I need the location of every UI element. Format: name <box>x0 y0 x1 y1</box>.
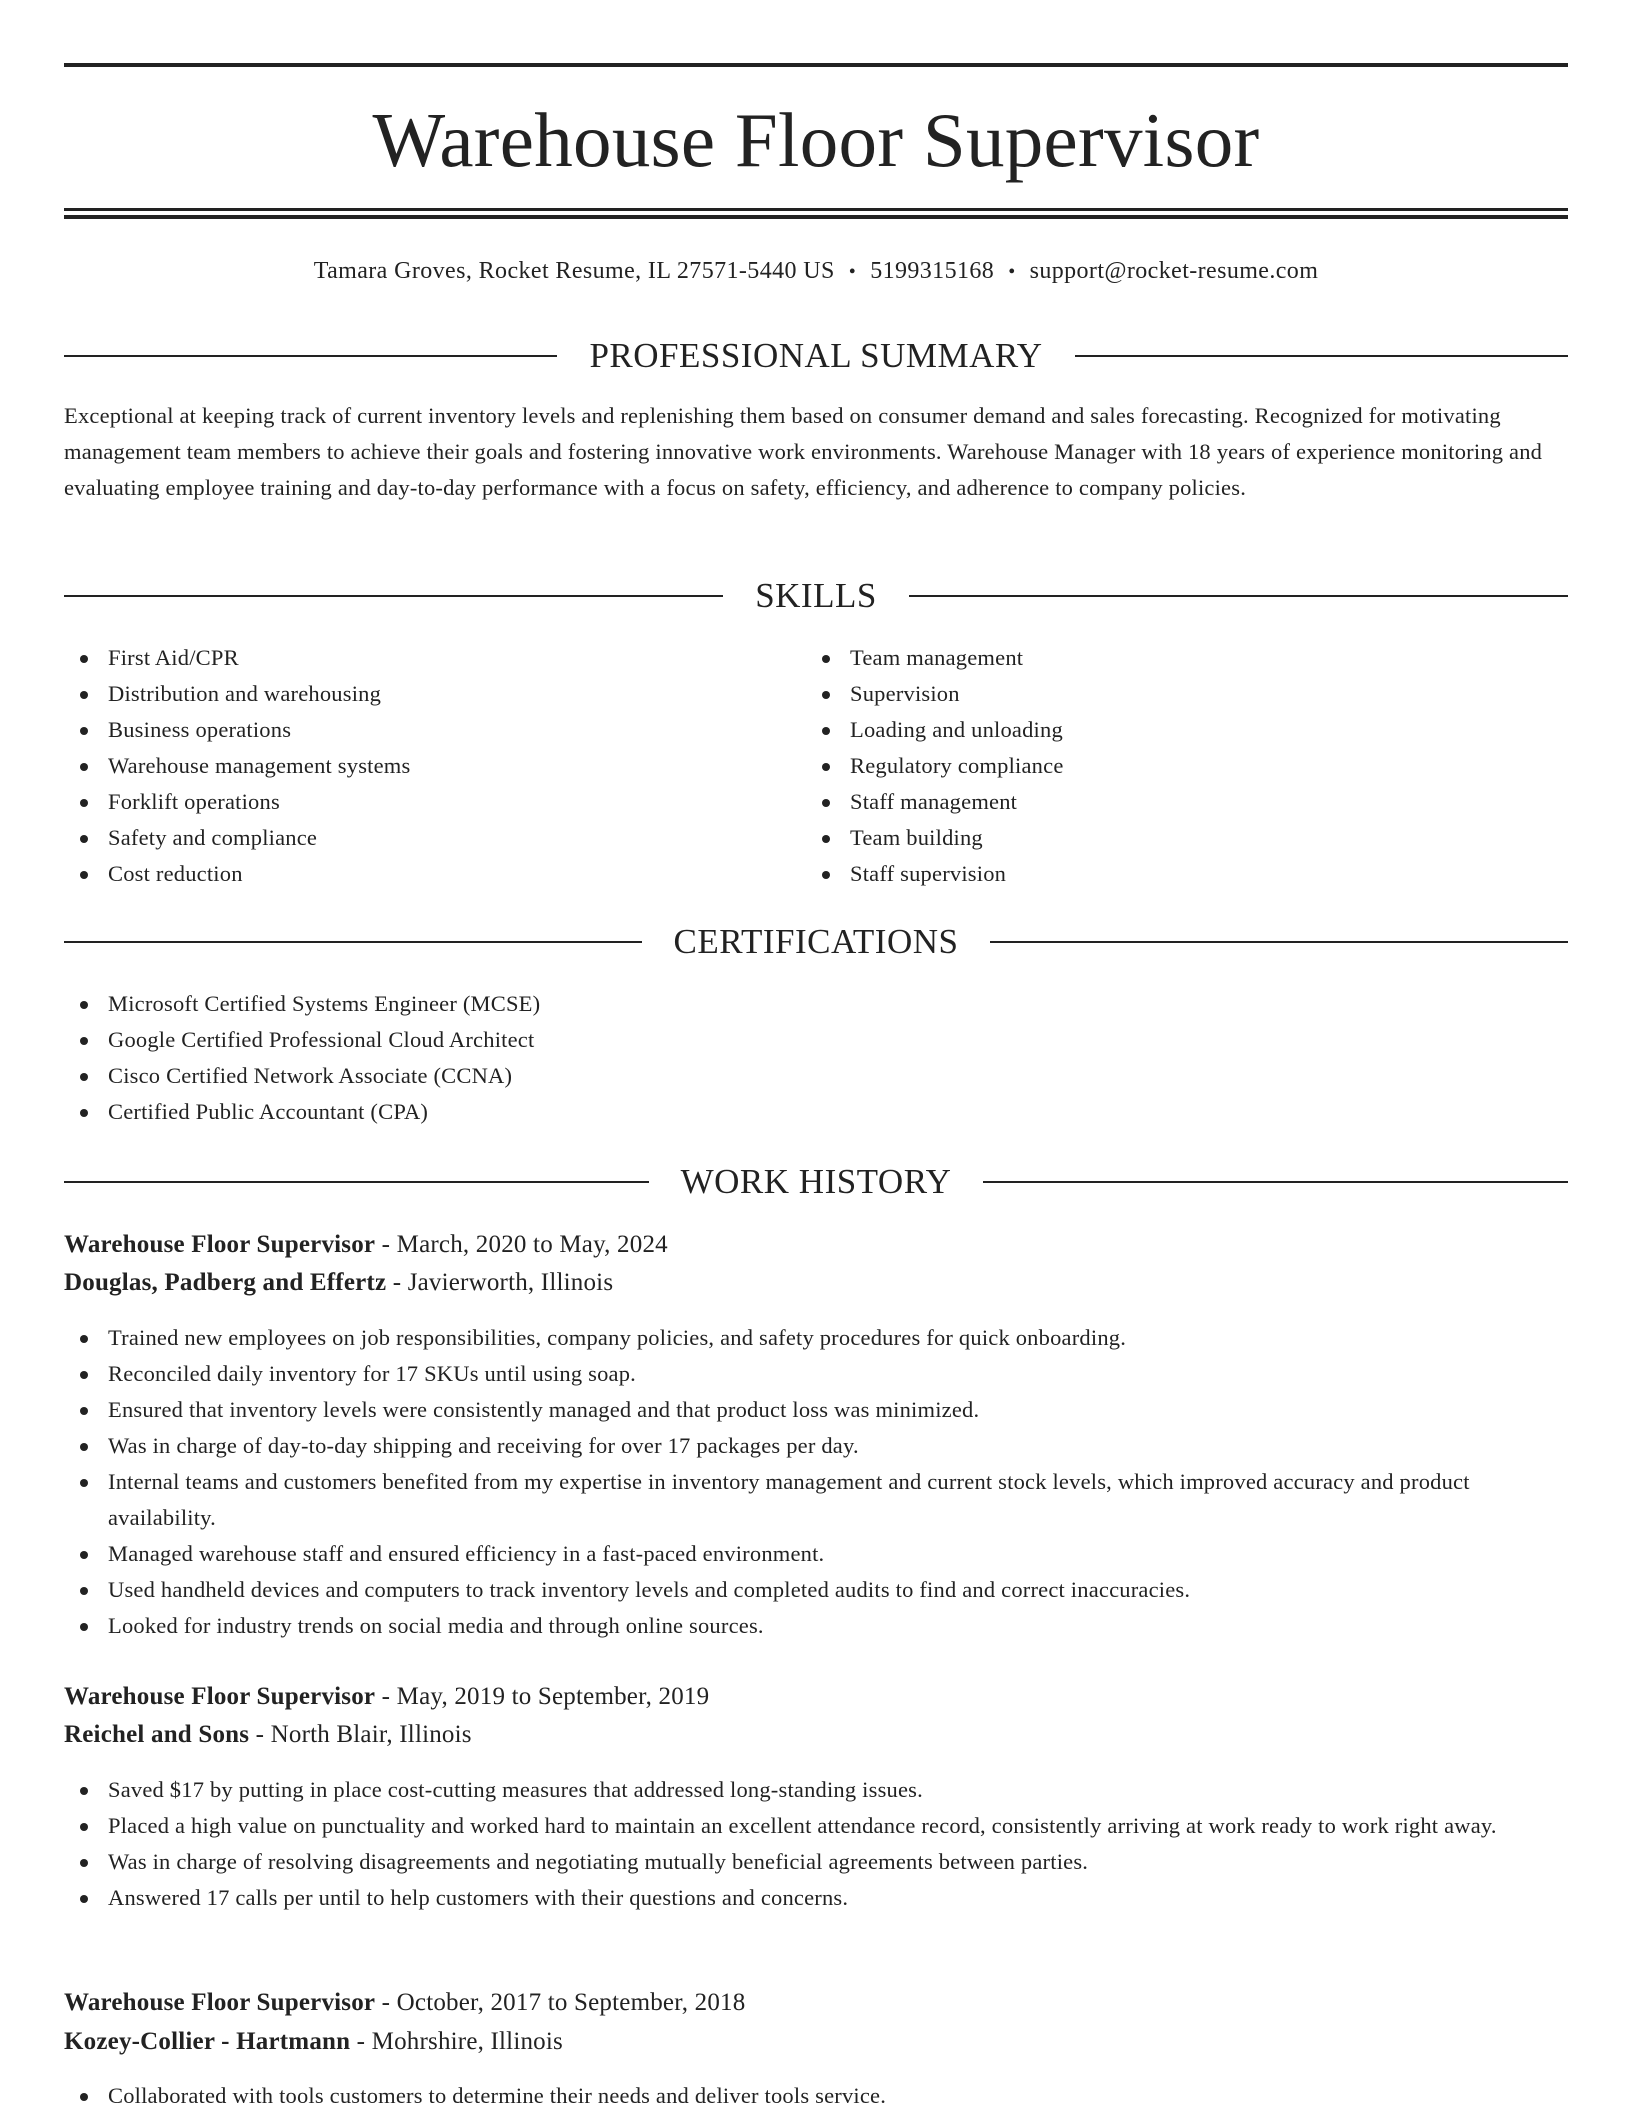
heading-rule <box>64 941 642 943</box>
job-bullets <box>64 1320 1568 1644</box>
title-rule-lower <box>64 215 1568 219</box>
job-company: Douglas, Padberg and Effertz <box>64 1269 387 1296</box>
job-bullet: Looked for industry trends on social media and through online sources. <box>64 1608 1568 1644</box>
skill-item: Staff management <box>806 784 1568 820</box>
job-location: - Javierworth, Illinois <box>386 1269 614 1296</box>
job-bullet: Was in charge of resolving disagreements and negotiating mutually beneficial agreements between parties. <box>64 1844 1568 1880</box>
skill-item: Distribution and warehousing <box>64 676 806 712</box>
contact-separator: • <box>1008 261 1016 283</box>
job-dates: - May, 2019 to September, 2019 <box>375 1683 710 1710</box>
certification-item: Certified Public Accountant (CPA) <box>64 1094 1568 1130</box>
skill-item: Warehouse management systems <box>64 748 806 784</box>
heading-rule <box>983 1181 1568 1183</box>
skill-item: Forklift operations <box>64 784 806 820</box>
job-bullet: Answered 17 calls per until to help customers with their questions and concerns. <box>64 1880 1568 1916</box>
heading-rule <box>990 941 1568 943</box>
skill-item: Team management <box>806 640 1568 676</box>
skill-item: Regulatory compliance <box>806 748 1568 784</box>
job-bullet: Placed a high value on punctuality and worked hard to maintain an excellent attendance record, consistently arriving at work ready to work right away. <box>64 1808 1568 1844</box>
skill-item: Loading and unloading <box>806 712 1568 748</box>
job-bullet: Collaborated with tools customers to determine their needs and deliver tools service. <box>64 2078 1568 2114</box>
heading-rule <box>64 1181 649 1183</box>
skill-item: Staff supervision <box>806 856 1568 892</box>
job-bullet: Used handheld devices and computers to track inventory levels and completed audits to find and correct inaccuracies. <box>64 1572 1568 1608</box>
skill-item: First Aid/CPR <box>64 640 806 676</box>
job-title-line <box>64 1679 1568 1715</box>
section-heading-summary <box>64 334 1568 378</box>
section-heading-work-history <box>64 1160 1568 1204</box>
summary-text: Exceptional at keeping track of current inventory levels and replenishing them based on consumer demand and sales forecasting. Recognized for motivating management team members to achieve their goals and fostering innovative work environments. Warehouse Manager with 18 years of experience monitoring and evaluating employee training and day-to-day performance with a focus on safety, efficiency, and adherence to company policies. <box>64 403 1543 500</box>
skill-item: Supervision <box>806 676 1568 712</box>
skill-item: Business operations <box>64 712 806 748</box>
heading-rule <box>909 595 1568 597</box>
job-bullet: Managed warehouse staff and ensured efficiency in a fast-paced environment. <box>64 1536 1568 1572</box>
heading-rule <box>1075 355 1568 357</box>
job-bullets <box>64 2078 1568 2114</box>
job-title: Warehouse Floor Supervisor <box>64 1683 376 1710</box>
contact-phone: 5199315168 <box>870 258 995 284</box>
section-title: SKILLS <box>755 576 877 615</box>
certifications-list <box>64 986 1568 1130</box>
section-heading-skills <box>64 574 1568 618</box>
section-title: WORK HISTORY <box>680 1162 952 1201</box>
contact-line <box>64 255 1568 288</box>
certification-item: Microsoft Certified Systems Engineer (MCSE) <box>64 986 1568 1022</box>
skill-item: Team building <box>806 820 1568 856</box>
job-title: Warehouse Floor Supervisor <box>64 1989 376 2016</box>
top-rule <box>64 63 1568 67</box>
job-title: Warehouse Floor Supervisor <box>64 1231 376 1258</box>
resume-title: Warehouse Floor Supervisor <box>372 97 1260 183</box>
job-bullet: Was in charge of day-to-day shipping and receiving for over 17 packages per day. <box>64 1428 1568 1464</box>
job-dates: - March, 2020 to May, 2024 <box>375 1231 668 1258</box>
skills-list-left <box>64 640 806 892</box>
job-company-line <box>64 1717 1568 1753</box>
job-company: Kozey-Collier - Hartmann <box>64 2028 351 2055</box>
section-heading-certifications <box>64 920 1568 964</box>
title-rule-upper <box>64 208 1568 211</box>
job-company-line <box>64 2024 1568 2060</box>
skills-list-right <box>806 640 1568 892</box>
section-title: PROFESSIONAL SUMMARY <box>589 336 1043 375</box>
certification-item: Google Certified Professional Cloud Architect <box>64 1022 1568 1058</box>
section-title: CERTIFICATIONS <box>673 922 959 961</box>
skill-item: Safety and compliance <box>64 820 806 856</box>
contact-separator: • <box>848 261 857 283</box>
skill-item: Cost reduction <box>64 856 806 892</box>
certification-item: Cisco Certified Network Associate (CCNA) <box>64 1058 1568 1094</box>
job-title-line <box>64 1985 1568 2021</box>
contact-address: Tamara Groves, Rocket Resume, IL 27571-5440 US <box>313 258 835 284</box>
job-bullet: Reconciled daily inventory for 17 SKUs until using soap. <box>64 1356 1568 1392</box>
job-location: - Mohrshire, Illinois <box>350 2028 563 2055</box>
job-bullet: Trained new employees on job responsibilities, company policies, and safety procedures for quick onboarding. <box>64 1320 1568 1356</box>
job-company-line <box>64 1265 1568 1301</box>
heading-rule <box>64 595 723 597</box>
job-title-line <box>64 1227 1568 1263</box>
job-dates: - October, 2017 to September, 2018 <box>375 1989 746 2016</box>
heading-rule <box>64 355 557 357</box>
job-bullet: Saved $17 by putting in place cost-cutting measures that addressed long-standing issues. <box>64 1772 1568 1808</box>
contact-email: support@rocket-resume.com <box>1029 258 1319 284</box>
job-bullets <box>64 1772 1568 1916</box>
job-bullet: Internal teams and customers benefited from my expertise in inventory management and current stock levels, which improved accuracy and product availability. <box>64 1464 1568 1536</box>
job-location: - North Blair, Illinois <box>249 1721 472 1748</box>
job-company: Reichel and Sons <box>64 1721 250 1748</box>
job-bullet: Ensured that inventory levels were consistently managed and that product loss was minimized. <box>64 1392 1568 1428</box>
